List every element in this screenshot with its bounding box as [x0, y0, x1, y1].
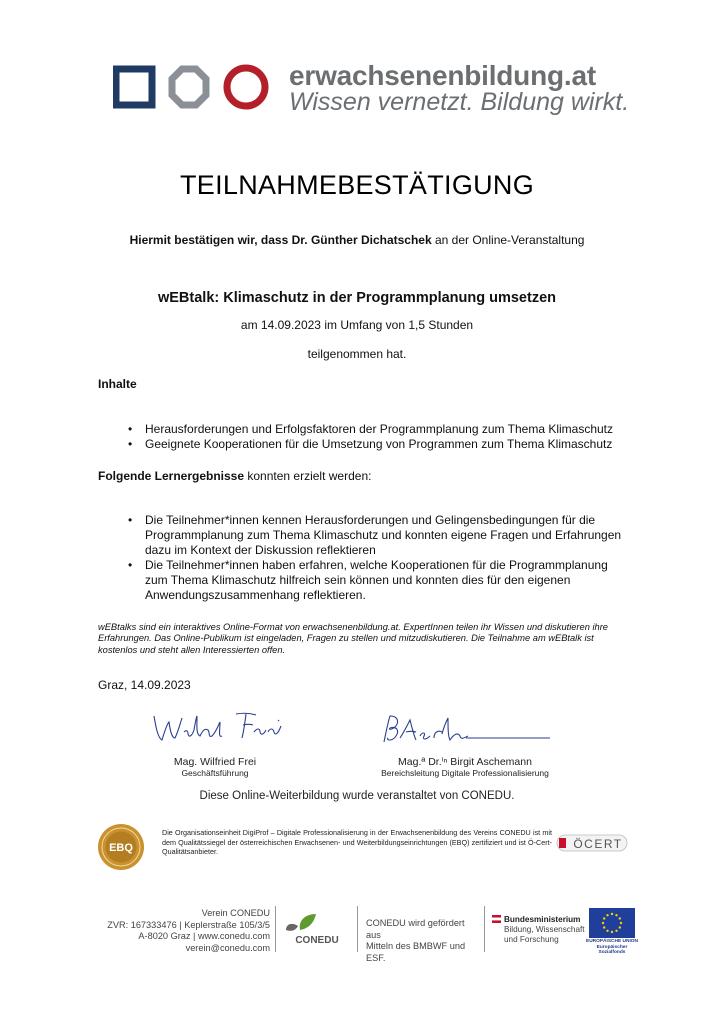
conedu-label: CONEDU — [295, 935, 339, 946]
conedu-logo — [282, 912, 352, 946]
format-note: wEBtalks sind ein interaktives Online-Format von erwachsenenbildung.at. ExpertInnen teilen ihr Wissen und diskutieren ihre Erfahrungen. Das Online-Publikum ist eingeladen, Fragen zu stellen und mitzudiskutieren. Die Teilnahme am wEBtalk ist kostenlos und steht allen Interessierten offen. — [98, 622, 608, 655]
contents-heading: Inhalte — [98, 377, 137, 391]
outcomes-list — [128, 513, 628, 603]
oecert-label: ÖCERT — [573, 837, 623, 851]
footer-association — [100, 908, 270, 954]
contents-list — [128, 422, 648, 452]
footer-line: Verein CONEDU — [201, 908, 270, 918]
logo-circle — [227, 68, 265, 106]
logo-square — [116, 69, 152, 105]
confirmation-statement — [0, 233, 714, 247]
ministry-subtitle — [504, 925, 585, 945]
signer-left-role: Geschäftsführung — [181, 768, 249, 778]
footer-line: Mitteln des BMBWF und ESF. — [366, 941, 466, 963]
place-date: Graz, 14.09.2023 — [98, 678, 191, 692]
footer-divider — [275, 906, 276, 952]
signature-birgit-aschemann — [378, 712, 558, 748]
document-title: TEILNAHMEBESTÄTIGUNG — [179, 170, 535, 200]
signature-wilfried-frei — [150, 708, 285, 748]
signer-right-name: Mag.ª Dr.ⁱⁿ Birgit Aschemann — [398, 756, 532, 768]
list-item: • Geeignete Kooperationen für die Umsetzung von Programmen zum Thema Klimaschutz — [128, 437, 648, 452]
list-item: • Die Teilnehmer*innen kennen Herausforderungen und Gelingensbedingungen für die Programmplanung zum Thema Klimaschutz und konnten eigene Fragen und Erfahrungen dazu im Kontext der Diskussion reflektieren — [128, 513, 628, 558]
footer-line: A-8020 Graz | www.conedu.com — [138, 931, 270, 942]
footer-line: Bildung, Wissenschaft — [504, 925, 585, 934]
participated-text: teilgenommen hat. — [307, 347, 407, 361]
certification-text: Die Organisationseinheit DigiProf – Digitale Professionalisierung in der Erwachsenenbildung des Vereins CONEDU ist mit dem Qualitätssiegel der österreichischen Erwachsenen- und Weiterbildungseinrichtungen (EBQ) zertifiziert und ist Ö-Cert-Qualitätsanbieter. — [162, 828, 552, 857]
list-item: • Herausforderungen und Erfolgsfaktoren der Programmplanung zum Thema Klimaschutz — [128, 422, 648, 437]
footer-line: CONEDU wird gefördert aus — [366, 918, 465, 940]
outcomes-heading-bold: Folgende Lernergebnisse — [98, 469, 245, 483]
outcomes-heading-rest: konnten erzielt werden: — [244, 469, 372, 483]
footer-divider — [484, 906, 485, 952]
confirmation-rest: an der Online-Veranstaltung — [431, 233, 585, 247]
footer-line: ZVR: 167333476 | Keplerstraße 105/3/5 — [107, 919, 270, 930]
footer-line: EUROPÄISCHE UNION — [586, 939, 638, 944]
eu-caption — [584, 939, 640, 956]
oecert-logo — [556, 832, 628, 854]
event-date: am 14.09.2023 im Umfang von 1,5 Stunden — [240, 318, 474, 332]
erwachsenenbildung-logo — [113, 64, 273, 116]
site-name: erwachsenenbildung.at — [289, 60, 596, 91]
footer-funding — [366, 918, 481, 964]
eu-flag-icon — [589, 908, 635, 938]
logo-octagon — [172, 69, 206, 105]
signer-right-role: Bereichsleitung Digitale Professionalisierung — [381, 768, 549, 778]
austria-flag-icon — [492, 915, 501, 923]
footer-divider — [357, 906, 358, 952]
list-item: • Die Teilnehmer*innen haben erfahren, welche Kooperationen für die Programmplanung zum Thema Klimaschutz hilfreich sein können und konnten dies für den eigenen Anwendungszusammenhang reflektieren. — [128, 558, 628, 603]
footer-line: und Forschung — [504, 934, 559, 944]
ministry-title: Bundesministerium — [504, 915, 581, 924]
site-slogan: Wissen vernetzt. Bildung wirkt. — [289, 88, 630, 116]
footer-line: verein@conedu.com — [185, 942, 270, 953]
signer-left-name: Mag. Wilfried Frei — [173, 756, 257, 768]
event-title: wEBtalk: Klimaschutz in der Programmplanung umsetzen — [157, 290, 556, 306]
ebq-label: EBQ — [109, 842, 133, 854]
organizer-statement: Diese Online-Weiterbildung wurde veranstaltet von CONEDU. — [199, 790, 515, 802]
ebq-seal — [97, 823, 145, 871]
footer-line: Europäischer Sozialfonds — [596, 944, 628, 956]
confirmation-bold: Hiermit bestätigen wir, dass Dr. Günther Dichatschek — [129, 233, 432, 247]
outcomes-heading — [98, 469, 371, 483]
